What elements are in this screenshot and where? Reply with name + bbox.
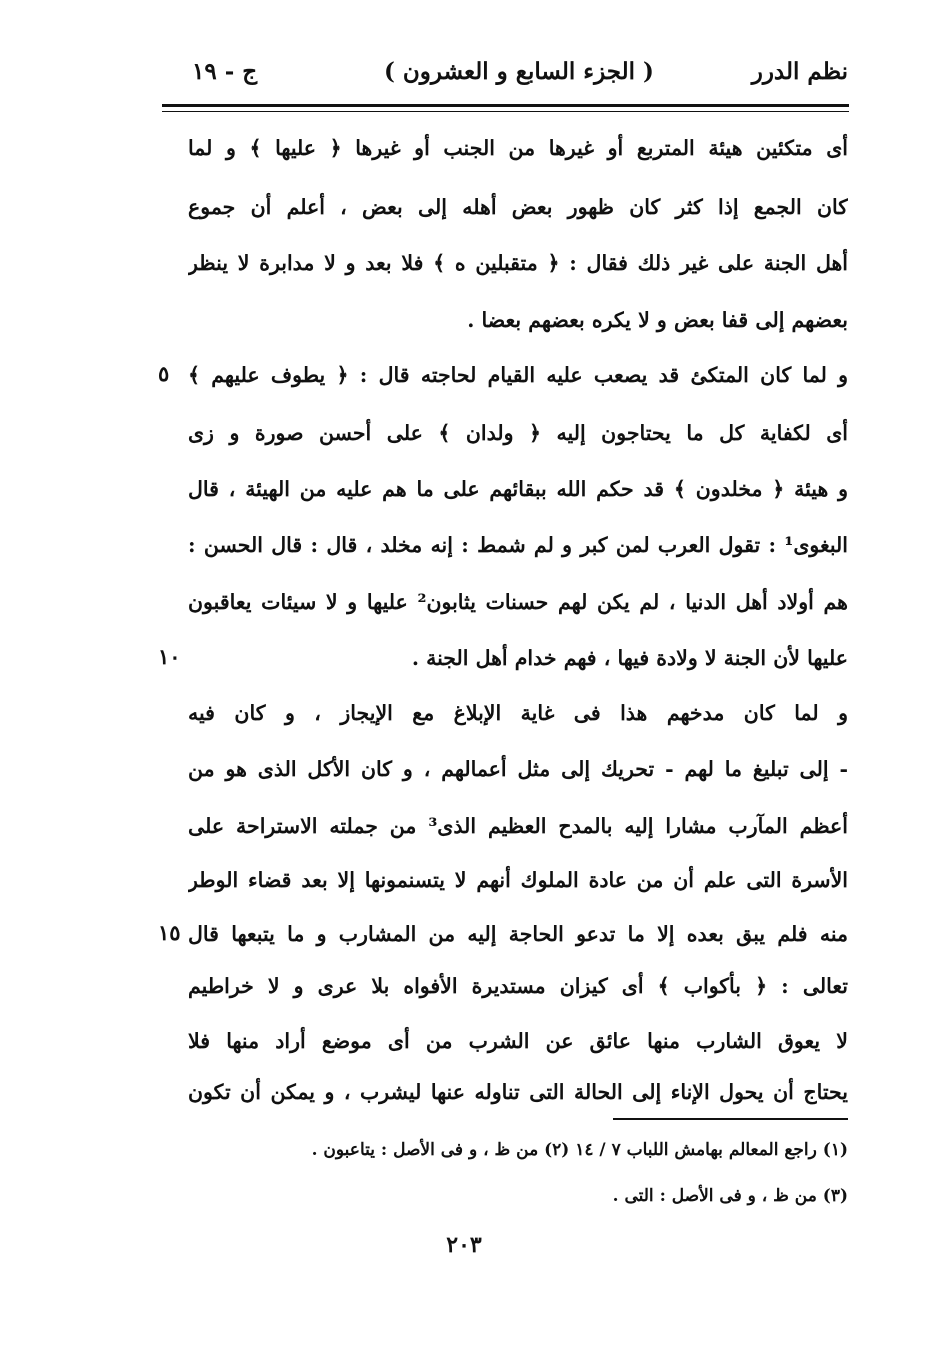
text-line: و هيئة ﴿ مخلدون ﴾ قد حكم الله ببقائهم على ما هم عليه من الهيئة ، قال (188, 477, 848, 501)
section-title: ( الجزء السابع و العشرون ) (384, 58, 654, 85)
text-line: الأسرة التى علم أن من عادة الملوك أنهم لا يتسنمونها إلا بعد قضاء الوطر (188, 868, 848, 892)
footnote: (٣) من ظ ، و فى الأصل : التى . (612, 1186, 848, 1206)
text-line: أعظم المآرب مشارا إليه بالمدح العظيم الذى³ من جملته الاستراحة على (188, 814, 848, 838)
text-line: منه فلم يبق بعده إلا ما تدعو الحاجة إليه من المشارب و ما يتبعها قال (188, 922, 848, 946)
text-line: - إلى تبليغ ما لهم - تحريك إلى مثل أعمالهم ، و كان الأكل الذى هو من (188, 757, 848, 781)
text-line: يحتاج أن يحول الإناء إلى الحالة التى تناوله عنها ليشرب ، و يمكن أن تكون (188, 1080, 848, 1104)
footnote: (١) راجع المعالم بهامش اللباب ٧ / ١٤ (٢) من ظ ، و فى الأصل : يتاعبون . (311, 1140, 848, 1160)
header-rule-thin (162, 111, 849, 112)
text-line: أى لكفاية كل ما يحتاجون إليه ﴿ ولدان ﴾ على أحسن صورة و زى (188, 421, 848, 445)
text-line: تعالى : ﴿ بأكواب ﴾ أى كيزان مستديرة الأفواه بلا عرى و لا خراطيم (188, 974, 848, 998)
text-line: و لما كان المتكئ قد يصعب عليه القيام لحاجته قال : ﴿ يطوف عليهم ﴾ (188, 363, 848, 387)
page-number: ٢٠٣ (446, 1232, 482, 1258)
text-line: و لما كان مدخهم هذا فى غاية الإبلاغ مع الإيجاز ، و كان فيه (188, 701, 848, 725)
text-line: عليها لأن الجنة لا ولادة فيها ، فهم خدام أهل الجنة . (411, 646, 848, 670)
text-line: هم أولاد أهل الدنيا ، لم يكن لهم حسنات يثابون² عليها و لا سيئات يعاقبون (188, 590, 848, 614)
text-line: بعضهم إلى قفا بعض و لا يكره بعضهم بعضا . (467, 308, 848, 332)
header-rule-thick (162, 104, 849, 107)
text-line: أى متكئين هيئة المتربع أو غيرها من الجنب أو غيرها ﴿ عليها ﴾ و لما (188, 136, 848, 160)
volume-indicator: ج - ١٩ (192, 58, 258, 85)
text-line: كان الجمع إذا كثر كان ظهور بعض أهله إلى بعض ، أعلم أن جموع (188, 195, 848, 219)
text-line: البغوى¹ : تقول العرب لمن كبر و لم شمط : إنه مخلد ، قال : قال الحسن : (188, 533, 848, 557)
running-title: نظم الدرر (751, 58, 848, 85)
footnote-separator (613, 1118, 848, 1120)
text-line: أهل الجنة على غير ذلك فقال : ﴿ متقبلين ه ﴾ فلا بعد و لا مدابرة لا ينظر (188, 251, 848, 275)
line-number-15: ١٥ (158, 920, 181, 945)
line-number-5: ٥ (158, 361, 170, 386)
text-line: لا يعوق الشارب منها عائق عن الشرب من أى موضع أراد منها فلا (188, 1029, 848, 1053)
line-number-10: ١٠ (158, 644, 181, 669)
